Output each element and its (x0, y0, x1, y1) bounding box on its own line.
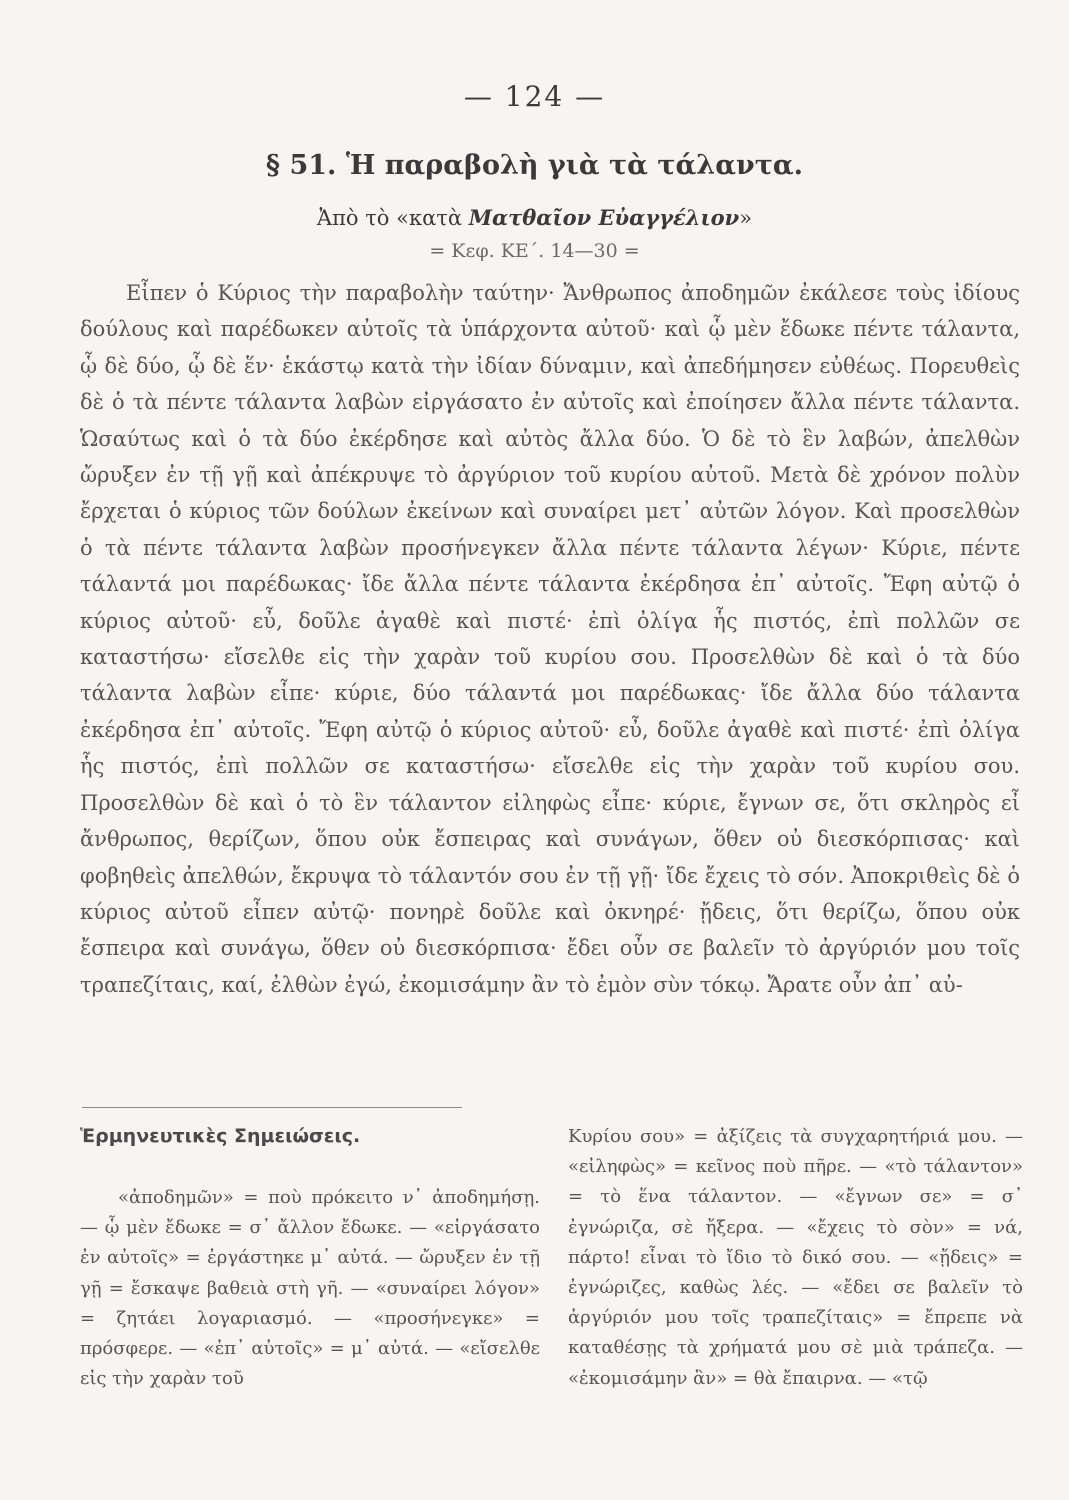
section-title: § 51. Ἡ παραβολὴ γιὰ τὰ τάλαντα. (265, 150, 804, 181)
notes-left-column (80, 1183, 540, 1394)
notes-divider (82, 1107, 462, 1108)
notes-right-text: Κυρίου σου» = ἀξίζεις τὰ συγχαρητήριά μου. — «εἰληφὼς» = κεῖνος ποὺ πῆρε. — «τὸ τάλαντον» = τὸ ἕνα τάλαντον. — «ἔγνων σε» = σ᾿ ἐγνώριζα, σὲ ἤξερα. — «ἔχεις τὸ σὸν» = νά, πάρτο! εἶναι τὸ ἴδιο τὸ δικό σου. — «ᾔδεις» = ἐγνώριζες, καθὼς λές. — «ἔδει σε βαλεῖν τὸ ἀργύριόν μου τοῖς τραπεζίταις» = ἔπρεπε νὰ καταθέσῃς τὰ χρήματά μου σὲ μιὰ τράπεζα. — «ἐκομισάμην ἂν» = θὰ ἔπαιρνα. — «τῷ (568, 1126, 1023, 1389)
page-number: — 124 — (463, 80, 606, 113)
subtitle-prefix: Ἀπὸ τὸ «κατὰ (316, 206, 469, 230)
chapter-reference: = Κεφ. ΚΕ΄. 14—30 = (429, 240, 640, 262)
notes-right-column (568, 1122, 1023, 1394)
subtitle (0, 205, 1069, 230)
subtitle-suffix: » (739, 206, 753, 230)
main-body-text (80, 275, 1020, 1003)
notes-heading: Ἑρμηνευτικὲς Σημειώσεις. (80, 1125, 361, 1147)
body-paragraph: Εἶπεν ὁ Κύριος τὴν παραβολὴν ταύτην· Ἄνθρωπος ἀποδημῶν ἐκάλεσε τοὺς ἰδίους δούλους καὶ παρέδωκεν αὐτοῖς τὰ ὑπάρχοντα αὐτοῦ· καὶ ᾧ μὲν ἔδωκε πέντε τάλαντα, ᾧ δὲ δύο, ᾧ δὲ ἕν· ἑκάστῳ κατὰ τὴν ἰδίαν δύναμιν, καὶ ἀπεδήμησεν εὐθέως. Πορευθεὶς δὲ ὁ τὰ πέντε τάλαντα λαβὼν εἰργάσατο ἐν αὐτοῖς καὶ ἐποίησεν ἄλλα πέντε τάλαντα. Ὡσαύτως καὶ ὁ τὰ δύο ἐκέρδησε καὶ αὐτὸς ἄλλα δύο. Ὁ δὲ τὸ ἓν λαβών, ἀπελθὼν ὤρυξεν ἐν τῇ γῇ καὶ ἀπέκρυψε τὸ ἀργύριον τοῦ κυρίου αὐτοῦ. Μετὰ δὲ χρόνον πολὺν ἔρχεται ὁ κύριος τῶν δούλων ἐκείνων καὶ συναίρει μετ᾿ αὐτῶν λόγον. Καὶ προσελθὼν ὁ τὰ πέντε τάλαντα λαβὼν προσήνεγκεν ἄλλα πέντε τάλαντα λέγων· Κύριε, πέντε τάλαντά μοι παρέδωκας· ἴδε ἄλλα πέντε τάλαντα ἐκέρδησα ἐπ᾿ αὐτοῖς. Ἔφη αὐτῷ ὁ κύριος αὐτοῦ· εὖ, δοῦλε ἀγαθὲ καὶ πιστέ· ἐπὶ ὀλίγα ἧς πιστός, ἐπὶ πολλῶν σε καταστήσω· εἴσελθε εἰς τὴν χαρὰν τοῦ κυρίου σου. Προσελθὼν δὲ καὶ ὁ τὰ δύο τάλαντα λαβὼν εἶπε· κύριε, δύο τάλαντά μοι παρέδωκας· ἴδε ἄλλα δύο τάλαντα ἐκέρδησα ἐπ᾿ αὐτοῖς. Ἔφη αὐτῷ ὁ κύριος αὐτοῦ· εὖ, δοῦλε ἀγαθὲ καὶ πιστέ· ἐπὶ ὀλίγα ἧς πιστός, ἐπὶ πολλῶν σε καταστήσω· εἴσελθε εἰς τὴν χαρὰν τοῦ κυρίου σου. Προσελθὼν δὲ καὶ ὁ τὸ ἓν τάλαντον εἰληφὼς εἶπε· κύριε, ἔγνων σε, ὅτι σκληρὸς εἶ ἄνθρωπος, θερίζων, ὅπου οὐκ ἔσπειρας καὶ συνάγων, ὅθεν οὐ διεσκόρπισας· καὶ φοβηθεὶς ἀπελθών, ἔκρυψα τὸ τάλαντόν σου ἐν τῇ γῇ· ἴδε ἔχεις τὸ σόν. Ἀποκριθεὶς δὲ ὁ κύριος αὐτοῦ εἶπεν αὐτῷ· πονηρὲ δοῦλε καὶ ὀκνηρέ· ᾔδεις, ὅτι θερίζω, ὅπου οὐκ ἔσπειρα καὶ συνάγω, ὅθεν οὐ διεσκόρπισα· ἔδει οὖν σε βαλεῖν τὸ ἀργύριόν μου τοῖς τραπεζίταις, καί, ἐλθὼν ἐγώ, ἐκομισάμην ἂν τὸ ἐμὸν σὺν τόκῳ. Ἄρατε οὖν ἀπ᾿ αὐ- (80, 281, 1020, 997)
subtitle-gospel-name: Ματθαῖον Εὐαγγέλιον (468, 205, 740, 230)
notes-left-text: «ἀποδημῶν» = ποὺ πρόκειτο ν᾿ ἀποδημήσῃ. — ᾧ μὲν ἔδωκε = σ᾿ ἄλλον ἔδωκε. — «εἰργάσατο ἐν αὐτοῖς» = ἐργάστηκε μ᾿ αὐτά. — ὤρυξεν ἐν τῇ γῇ = ἔσκαψε βαθειὰ στὴ γῆ. — «συναίρει λόγον» = ζητάει λογαριασμό. — «προσήνεγκε» = πρόσφερε. — «ἐπ᾿ αὐτοῖς» = μ᾿ αὐτά. — «εἴσελθε εἰς τὴν χαρὰν τοῦ (80, 1187, 540, 1390)
